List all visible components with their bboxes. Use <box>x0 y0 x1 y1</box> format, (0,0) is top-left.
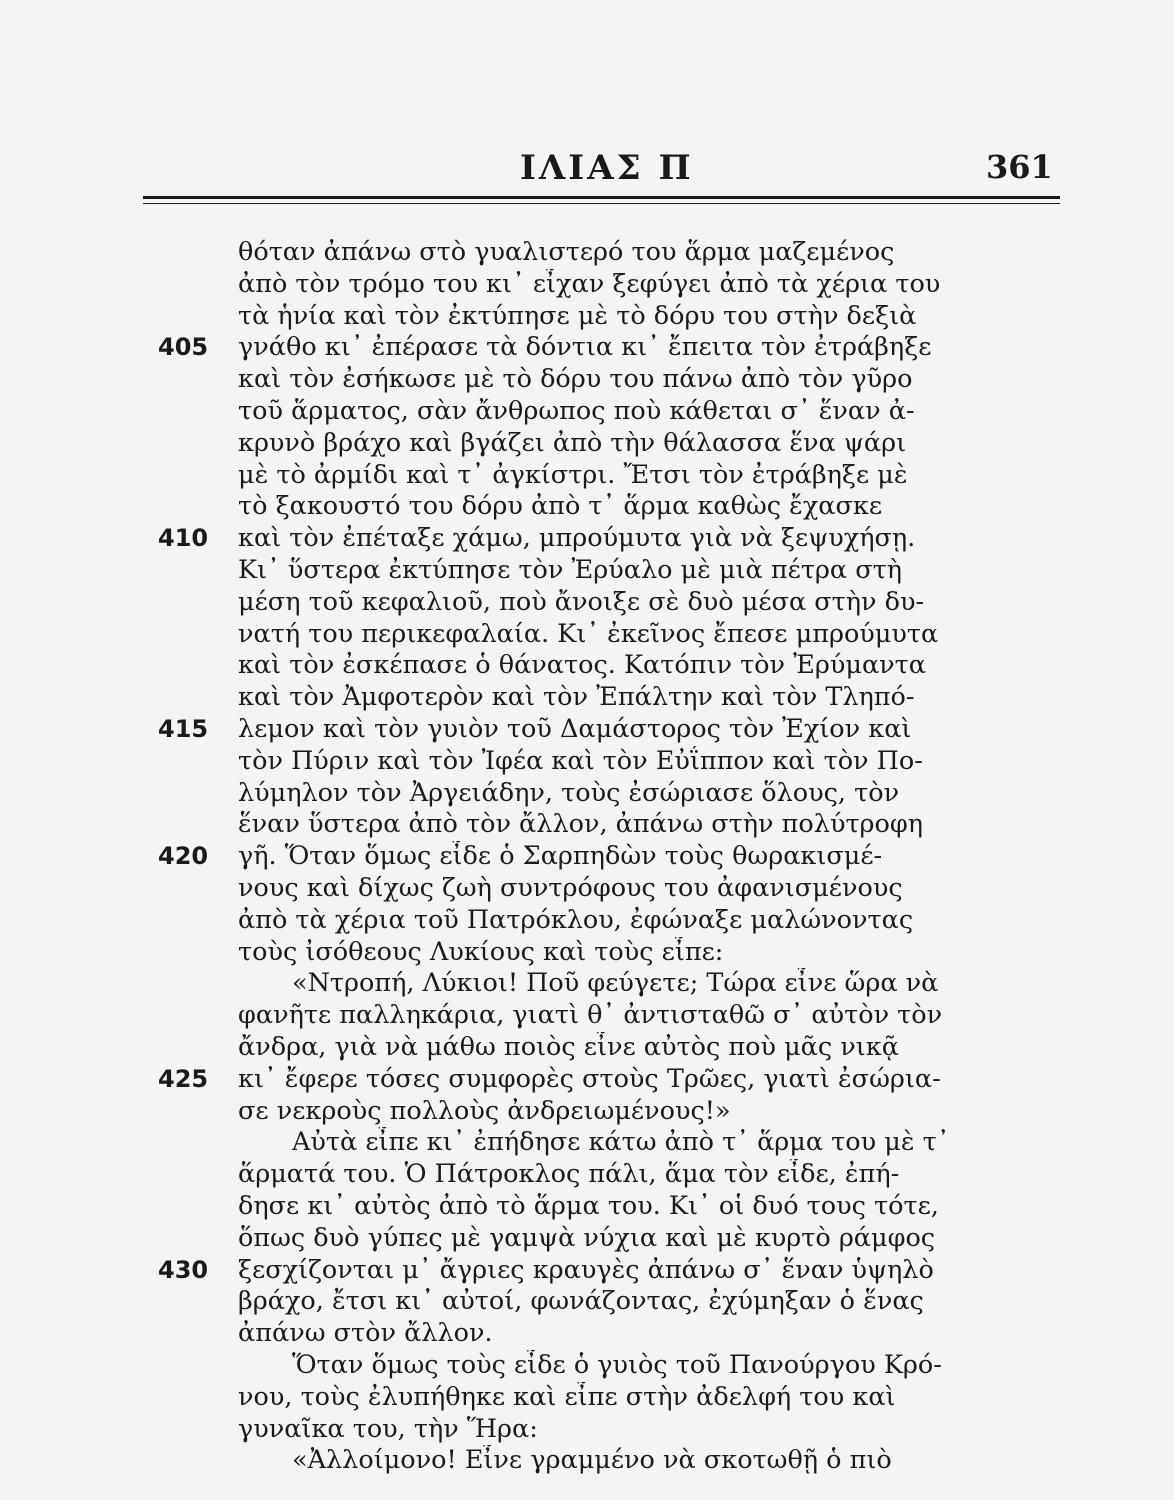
text-line: καὶ τὸν ἐσκέπασε ὁ θάνατος. Κατόπιν τὸν Ἐρύμαντα <box>238 650 927 681</box>
text-line: γῆ. Ὅταν ὅμως εἶδε ὁ Σαρπηδὼν τοὺς θωρακισμέ- <box>238 841 883 872</box>
text-line: νου, τοὺς ἐλυπήθηκε καὶ εἶπε στὴν ἀδελφή του καὶ <box>238 1381 896 1412</box>
text-line: «Ἀλλοίμονο! Εἶνε γραμμένο νὰ σκοτωθῇ ὁ πιὸ <box>292 1445 892 1476</box>
text-line: ἄνδρα, γιὰ νὰ μάθω ποιὸς εἶνε αὐτὸς ποὺ μᾶς νικᾷ <box>238 1032 899 1062</box>
text-line: ἅρματά του. Ὁ Πάτροκλος πάλι, ἅμα τὸν εἶδε, ἐπή- <box>238 1159 900 1190</box>
text-line: ἀπὸ τὸν τρόμο του κι᾿ εἶχαν ξεφύγει ἀπὸ τὰ χέρια του <box>238 268 941 299</box>
text-line: ξεσχίζονται μ᾿ ἄγριες κραυγὲς ἀπάνω σ᾿ ἕναν ὑψηλὸ <box>238 1254 934 1285</box>
text-line: καὶ τὸν ἐπέταξε χάμω, μπρούμυτα γιὰ νὰ ξεψυχήσῃ. <box>238 523 916 554</box>
text-line: μέση τοῦ κεφαλιοῦ, ποὺ ἄνοιξε σὲ δυὸ μέσα στὴν δυ- <box>238 586 925 617</box>
line-number: 420 <box>158 842 209 871</box>
text-line: νους καὶ δίχως ζωὴ συντρόφους του ἀφανισμένους <box>238 873 903 903</box>
text-line: Αὐτὰ εἶπε κι᾿ ἐπήδησε κάτω ἀπὸ τ᾿ ἅρμα του μὲ τ᾿ <box>292 1127 950 1158</box>
text-line: τὸ ξακουστό του δόρυ ἀπὸ τ᾿ ἅρμα καθὼς ἔχασκε <box>238 491 883 522</box>
text-line: τὰ ἡνία καὶ τὸν ἐκτύπησε μὲ τὸ δόρυ του στὴν δεξιὰ <box>238 300 917 331</box>
text-line: γυναῖκα του, τὴν Ἥρα: <box>238 1413 538 1444</box>
page-number: 361 <box>986 148 1053 186</box>
text-line: θόταν ἀπάνω στὸ γυαλιστερό του ἅρμα μαζεμένος <box>238 237 895 267</box>
text-line: κι᾿ ἔφερε τόσες συμφορὲς στοὺς Τρῶες, γιατὶ ἐσώρια- <box>238 1063 941 1094</box>
text-line: τοῦ ἅρματος, σὰν ἄνθρωπος ποὺ κάθεται σ᾿ ἕναν ἀ- <box>238 396 915 426</box>
text-line: Ὅταν ὅμως τοὺς εἶδε ὁ γυιὸς τοῦ Πανούργου Κρό- <box>292 1350 942 1380</box>
text-line: δησε κι᾿ αὐτὸς ἀπὸ τὸ ἅρμα του. Κι᾿ οἱ δυό τους τότε, <box>238 1191 939 1221</box>
line-number: 410 <box>158 524 209 553</box>
text-line: λεμον καὶ τὸν γυιὸν τοῦ Δαμάστορος τὸν Ἐχίον καὶ <box>238 714 912 744</box>
line-number: 425 <box>158 1064 209 1093</box>
text-line: καὶ τὸν Ἀμφοτερὸν καὶ τὸν Ἐπάλτην καὶ τὸν Τληπό- <box>238 682 915 713</box>
text-line: ὅπως δυὸ γύπες μὲ γαμψὰ νύχια καὶ μὲ κυρτὸ ράμφος <box>238 1222 936 1253</box>
line-number: 405 <box>158 333 209 362</box>
text-line: καὶ τὸν ἐσήκωσε μὲ τὸ δόρυ του πάνω ἀπὸ τὸν γῦρο <box>238 364 913 395</box>
text-line: «Ντροπή, Λύκιοι! Ποῦ φεύγετε; Τώρα εἶνε ὥρα νὰ <box>292 968 939 999</box>
text-line: γνάθο κι᾿ ἐπέρασε τὰ δόντια κι᾿ ἔπειτα τὸν ἐτράβηξε <box>238 332 932 363</box>
text-line: ἕναν ὕστερα ἀπὸ τὸν ἄλλον, ἀπάνω στὴν πολύτροφη <box>238 809 924 840</box>
running-header-title: ΙΛΙΑΣ Π <box>520 148 694 188</box>
text-line: κρυνὸ βράχο καὶ βγάζει ἀπὸ τὴν θάλασσα ἕνα ψάρι <box>238 427 907 458</box>
text-line: λύμηλον τὸν Ἀργειάδην, τοὺς ἐσώριασε ὅλους, τὸν <box>238 777 900 808</box>
text-line: τὸν Πύριν καὶ τὸν Ἰφέα καὶ τὸν Εὐΐππον καὶ τὸν Πο- <box>238 745 923 776</box>
text-line: ἀπάνω στὸν ἄλλον. <box>238 1318 493 1349</box>
text-line: τοὺς ἰσόθεους Λυκίους καὶ τοὺς εἶπε: <box>238 936 724 967</box>
text-line: μὲ τὸ ἀρμίδι καὶ τ᾿ ἀγκίστρι. Ἔτσι τὸν ἐτράβηξε μὲ <box>238 459 908 490</box>
text-line: βράχο, ἔτσι κι᾿ αὐτοί, φωνάζοντας, ἐχύμηξαν ὁ ἕνας <box>238 1286 924 1317</box>
line-number: 430 <box>158 1255 209 1284</box>
line-number: 415 <box>158 715 209 743</box>
text-line: σε νεκροὺς πολλοὺς ἀνδρειωμένους!» <box>238 1095 731 1126</box>
text-line: φανῆτε παλληκάρια, γιατὶ θ᾿ ἀντισταθῶ σ᾿ αὐτὸν τὸν <box>238 1000 943 1031</box>
text-line: ἀπὸ τὰ χέρια τοῦ Πατρόκλου, ἐφώναξε μαλώνοντας <box>238 904 914 935</box>
text-line: νατή του περικεφαλαία. Κι᾿ ἐκεῖνος ἔπεσε μπρούμυτα <box>238 618 939 649</box>
text-line: Κι᾿ ὕστερα ἐκτύπησε τὸν Ἐρύαλο μὲ μιὰ πέτρα στὴ <box>238 555 903 585</box>
